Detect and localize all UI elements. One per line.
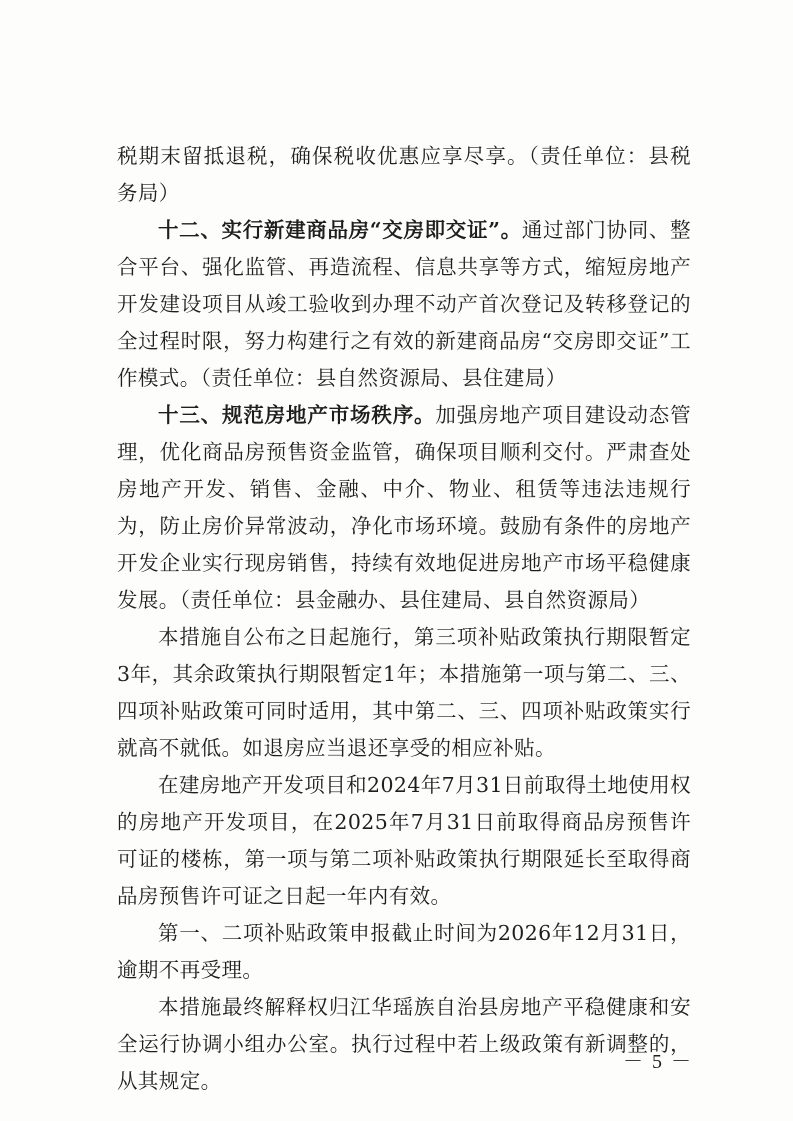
paragraph-deadline bbox=[117, 915, 691, 989]
paragraph-text: 通过部门协同、整合平台、强化监管、再造流程、信息共享等方式，缩短房地产开发建设项目从竣工验收到办理不动产首次登记及转移登记的全过程时限，努力构建行之有效的新建商品房“交房即交证”工作模式。（责任单位：县自然资源局、县住建局） bbox=[117, 218, 691, 390]
paragraph-extension bbox=[117, 767, 691, 915]
paragraph-text: 第一、二项补贴政策申报截止时间为2026年12月31日，逾期不再受理。 bbox=[117, 921, 691, 982]
item-13-heading: 十三、规范房地产市场秩序。 bbox=[158, 403, 436, 427]
paragraph-item-12 bbox=[117, 212, 691, 397]
paragraph-text: 本措施最终解释权归江华瑶族自治县房地产平稳健康和安全运行协调小组办公室。执行过程中若上级政策有新调整的，从其规定。 bbox=[117, 995, 691, 1093]
page-number: － 5 － bbox=[623, 1051, 693, 1073]
paragraph-text: 在建房地产开发项目和2024年7月31日前取得土地使用权的房地产开发项目，在2025年7月31日前取得商品房预售许可证的楼栋，第一项与第二项补贴政策执行期限延长至取得商品房预售许可证之日起一年内有效。 bbox=[117, 773, 691, 908]
paragraph-text: 本措施自公布之日起施行，第三项补贴政策执行期限暂定3年，其余政策执行期限暂定1年；本措施第一项与第二、三、四项补贴政策可同时适用，其中第二、三、四项补贴政策实行就高不就低。如退房应当退还享受的相应补贴。 bbox=[117, 625, 691, 760]
paragraph-item-13 bbox=[117, 397, 691, 619]
item-12-heading: 十二、实行新建商品房“交房即交证”。 bbox=[158, 218, 522, 242]
paragraph-tax-continuation bbox=[117, 138, 691, 212]
paragraph-effective-date bbox=[117, 619, 691, 767]
paragraph-text: 加强房地产项目建设动态管理，优化商品房预售资金监管，确保项目顺利交付。严肃查处房地产开发、销售、金融、中介、物业、租赁等违法违规行为，防止房价异常波动，净化市场环境。鼓励有条件的房地产开发企业实行现房销售，持续有效地促进房地产市场平稳健康发展。（责任单位：县金融办、县住建局、县自然资源局） bbox=[117, 403, 691, 612]
document-body bbox=[117, 138, 691, 1100]
paragraph-interpretation bbox=[117, 989, 691, 1100]
paragraph-text: 税期末留抵退税，确保税收优惠应享尽享。（责任单位：县税务局） bbox=[117, 144, 691, 205]
